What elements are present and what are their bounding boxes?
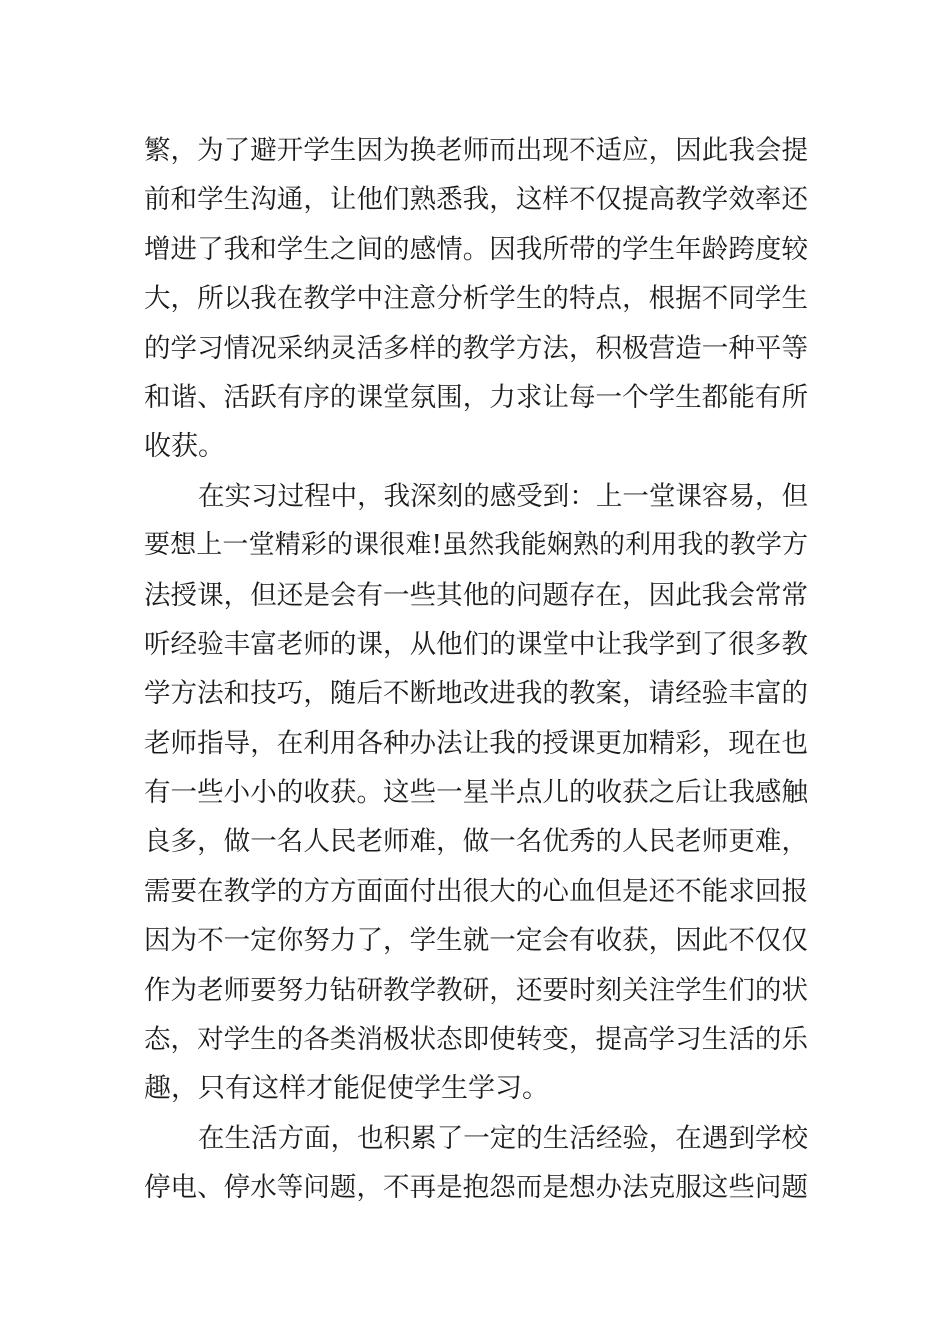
text-line: 老师指导，在利用各种办法让我的授课更加精彩，现在也: [144, 727, 808, 759]
text-line: 学方法和技巧，随后不断地改进我的教案，请经验丰富的: [144, 678, 808, 710]
text-line: 良多，做一名人民老师难，做一名优秀的人民老师更难，: [144, 826, 808, 858]
text-line: 因为不一定你努力了，学生就一定会有收获，因此不仅仅: [144, 925, 808, 957]
text-line: 繁，为了避开学生因为换老师而出现不适应，因此我会提: [144, 135, 808, 166]
text-line: 在生活方面，也积累了一定的生活经验，在遇到学校: [198, 1122, 808, 1154]
text-line: 增进了我和学生之间的感情。因我所带的学生年龄跨度较: [144, 233, 808, 265]
text-line: 的学习情况采纳灵活多样的教学方法，积极营造一种平等: [144, 332, 808, 364]
text-line: 作为老师要努力钻研教学教研，还要时刻关注学生们的状: [144, 974, 808, 1006]
text-line: 要想上一堂精彩的课很难!虽然我能娴熟的利用我的教学方: [144, 530, 808, 561]
body-text: [144, 126, 808, 1213]
text-line: 法授课，但还是会有一些其他的问题存在，因此我会常常: [144, 579, 808, 611]
text-line: 停电、停水等问题，不再是抱怨而是想办法克服这些问题: [144, 1172, 808, 1204]
text-line: 在实习过程中，我深刻的感受到：上一堂课容易，但: [198, 480, 808, 512]
text-line: 和谐、活跃有序的课堂氛围，力求让每一个学生都能有所: [144, 381, 808, 413]
text-line: 需要在教学的方方面面付出很大的心血但是还不能求回报: [144, 875, 808, 907]
text-line: 收获。: [144, 431, 225, 463]
text-line: 趣，只有这样才能促使学生学习。: [144, 1073, 549, 1105]
text-line: 态，对学生的各类消极状态即使转变，提高学习生活的乐: [144, 1024, 808, 1056]
text-line: 听经验丰富老师的课，从他们的课堂中让我学到了很多教: [144, 628, 808, 660]
text-line: 前和学生沟通，让他们熟悉我，这样不仅提高教学效率还: [144, 184, 808, 216]
text-line: 大，所以我在教学中注意分析学生的特点，根据不同学生: [144, 283, 808, 315]
text-line: 有一些小小的收获。这些一星半点儿的收获之后让我感触: [144, 777, 808, 809]
